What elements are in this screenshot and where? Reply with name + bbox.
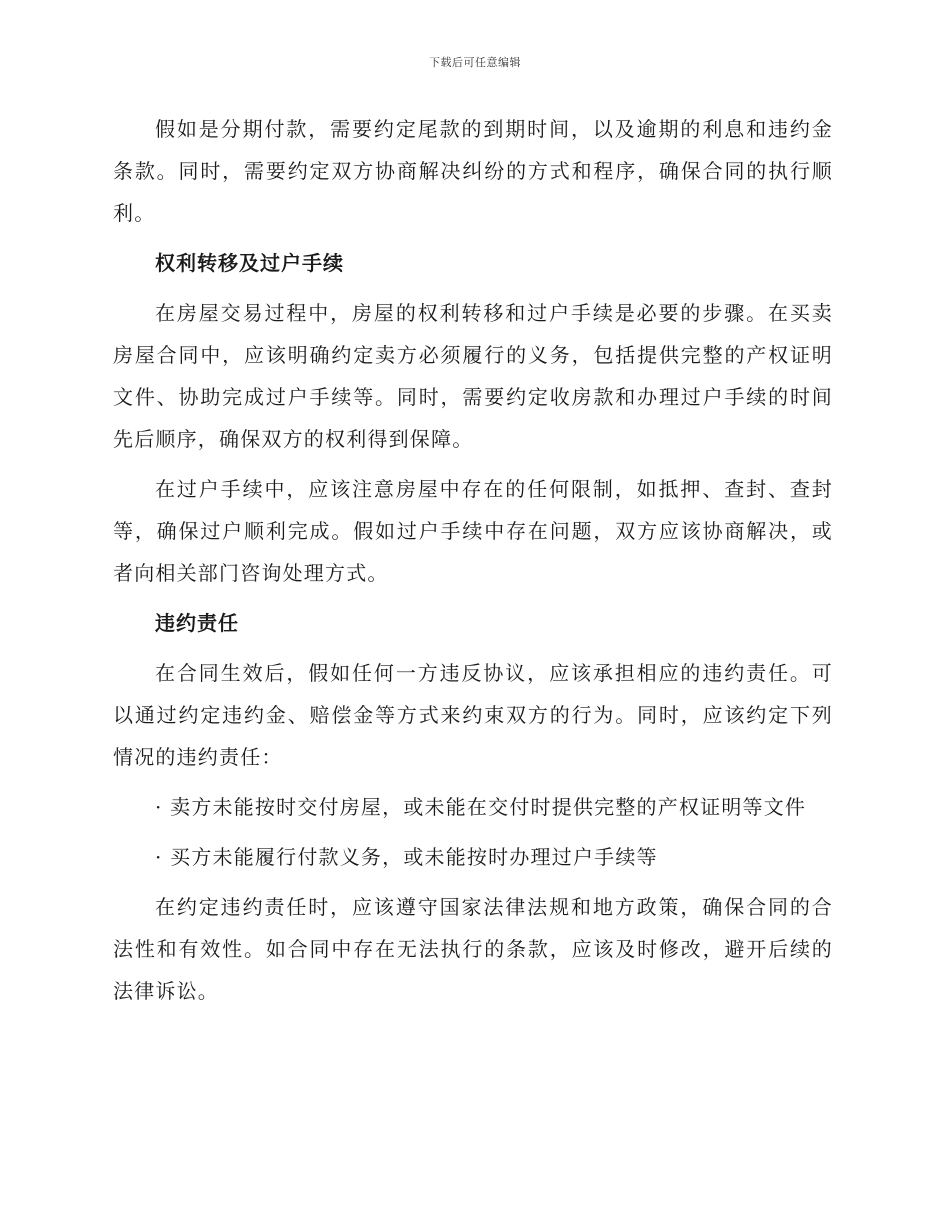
bullet-buyer: · 买方未能履行付款义务，或未能按时办理过户手续等 xyxy=(155,845,658,869)
bullet-seller: · 卖方未能按时交付房屋，或未能在交付时提供完整的产权证明等文件 xyxy=(155,795,807,819)
section-heading-transfer: 权利转移及过户手续 xyxy=(155,251,344,275)
header-note: 下载后可任意编辑 xyxy=(429,56,521,69)
paragraph-liability: 在合同生效后，假如任何一方违反协议，应该承担相应的违约责任。可以通过约定违约金、赔偿金等方式来约束双方的行为。同时，应该约定下列情况的违约责任： xyxy=(113,661,833,769)
document-body xyxy=(113,108,833,1020)
paragraph-transfer-restrictions: 在过户手续中，应该注意房屋中存在的任何限制，如抵押、查封、查封等，确保过户顺利完成。假如过户手续中存在问题，双方应该协商解决，或者向相关部门咨询处理方式。 xyxy=(113,477,833,585)
paragraph-transfer-steps: 在房屋交易过程中，房屋的权利转移和过户手续是必要的步骤。在买卖房屋合同中，应该明确约定卖方必须履行的义务，包括提供完整的产权证明文件、协助完成过户手续等。同时，需要约定收房款和办理过户手续的时间先后顺序，确保双方的权利得到保障。 xyxy=(113,301,833,451)
paragraph-installment: 假如是分期付款，需要约定尾款的到期时间，以及逾期的利息和违约金条款。同时，需要约定双方协商解决纠纷的方式和程序，确保合同的执行顺利。 xyxy=(113,117,833,225)
section-heading-liability: 违约责任 xyxy=(155,611,239,635)
paragraph-compliance: 在约定违约责任时，应该遵守国家法律法规和地方政策，确保合同的合法性和有效性。如合同中存在无法执行的条款，应该及时修改，避开后续的法律诉讼。 xyxy=(113,895,833,1003)
